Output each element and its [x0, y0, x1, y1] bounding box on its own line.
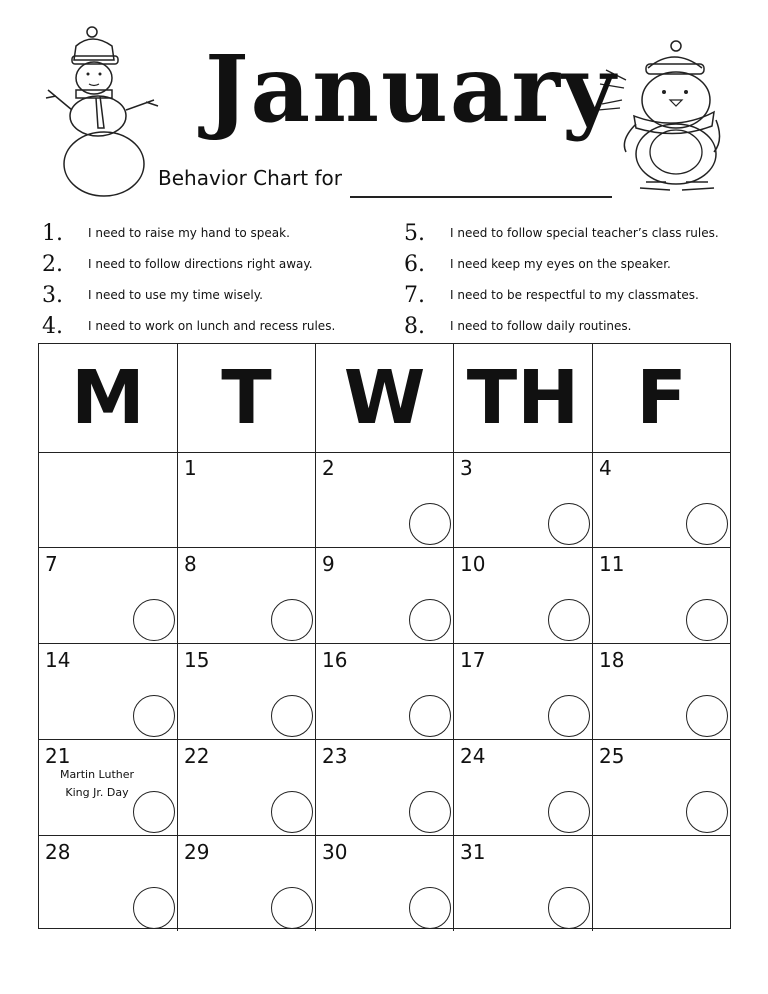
- snowman-illustration: [42, 24, 164, 200]
- calendar-day-cell: [178, 644, 316, 739]
- behavior-circle: [686, 599, 728, 641]
- behavior-circle: [271, 887, 313, 929]
- behavior-circle: [133, 791, 175, 833]
- rule-text: I need to raise my hand to speak.: [88, 226, 290, 240]
- rule-text: I need to follow special teacher’s class rules.: [450, 226, 719, 240]
- date-number: 21: [45, 744, 71, 768]
- calendar-day-cell: [316, 644, 454, 739]
- calendar-day-cell: [454, 548, 593, 643]
- calendar-day-cell: [178, 452, 316, 547]
- calendar-day-cell: [178, 740, 316, 835]
- calendar-day-cell: [454, 644, 593, 739]
- calendar-week-row: [39, 644, 730, 740]
- page-title: January: [205, 35, 618, 143]
- behavior-circle: [133, 695, 175, 737]
- date-number: 30: [322, 840, 348, 864]
- rule-item: [42, 218, 290, 248]
- date-number: 28: [45, 840, 71, 864]
- date-number: 31: [460, 840, 486, 864]
- calendar-day-cell: [316, 548, 454, 643]
- behavior-circle: [548, 695, 590, 737]
- behavior-chart-label: Behavior Chart for: [158, 166, 342, 190]
- rule-text: I need keep my eyes on the speaker.: [450, 257, 671, 271]
- date-number: 22: [184, 744, 210, 768]
- calendar-week-row: [39, 836, 730, 932]
- rule-number: 2.: [42, 251, 63, 277]
- calendar-day-cell: [178, 548, 316, 643]
- behavior-circle: [686, 503, 728, 545]
- calendar-day-cell: [593, 836, 730, 931]
- rule-text: I need to use my time wisely.: [88, 288, 263, 302]
- behavior-circle: [548, 599, 590, 641]
- weekday-header: TH: [454, 344, 593, 452]
- calendar-day-cell: [39, 644, 178, 739]
- rule-number: 1.: [42, 220, 63, 246]
- calendar-day-cell: [316, 740, 454, 835]
- date-number: 4: [599, 456, 612, 480]
- calendar-day-cell: [316, 836, 454, 931]
- behavior-circle: [548, 887, 590, 929]
- calendar-day-cell: [593, 452, 730, 547]
- date-number: 10: [460, 552, 486, 576]
- weekday-header: T: [178, 344, 316, 452]
- calendar-grid: [38, 343, 731, 929]
- calendar-day-cell: [593, 548, 730, 643]
- date-number: 2: [322, 456, 335, 480]
- calendar-week-row: [39, 548, 730, 644]
- name-write-line: [350, 196, 612, 198]
- rule-number: 4.: [42, 313, 63, 339]
- calendar-day-cell: [454, 452, 593, 547]
- calendar-day-cell: [454, 740, 593, 835]
- date-number: 7: [45, 552, 58, 576]
- calendar-day-cell: [178, 836, 316, 931]
- weekday-header-row: [39, 344, 730, 453]
- rule-item: [42, 280, 263, 310]
- rule-number: 5.: [404, 220, 425, 246]
- behavior-circle: [548, 503, 590, 545]
- calendar-day-cell: [593, 740, 730, 835]
- behavior-circle: [133, 887, 175, 929]
- rule-text: I need to follow directions right away.: [88, 257, 313, 271]
- weekday-header: M: [39, 344, 178, 452]
- date-number: 3: [460, 456, 473, 480]
- date-number: 23: [322, 744, 348, 768]
- rule-text: I need to follow daily routines.: [450, 319, 632, 333]
- rule-item: [404, 311, 632, 341]
- calendar-day-cell: [454, 836, 593, 931]
- date-number: 16: [322, 648, 348, 672]
- name-field-row: [158, 166, 618, 200]
- date-number: 11: [599, 552, 625, 576]
- behavior-circle: [271, 599, 313, 641]
- calendar-week-row: [39, 740, 730, 836]
- date-number: 8: [184, 552, 197, 576]
- calendar-day-cell: [39, 452, 178, 547]
- date-number: 18: [599, 648, 625, 672]
- date-number: 24: [460, 744, 486, 768]
- rule-number: 8.: [404, 313, 425, 339]
- rules-list: [42, 218, 742, 340]
- calendar-day-cell: [39, 548, 178, 643]
- behavior-circle: [686, 695, 728, 737]
- rule-item: [404, 280, 699, 310]
- rule-text: I need to work on lunch and recess rules.: [88, 319, 336, 333]
- rule-item: [404, 249, 671, 279]
- rule-item: [42, 249, 313, 279]
- date-number: 14: [45, 648, 71, 672]
- rule-text: I need to be respectful to my classmates.: [450, 288, 699, 302]
- behavior-circle: [409, 599, 451, 641]
- calendar-day-cell: [316, 452, 454, 547]
- calendar-day-cell: [593, 644, 730, 739]
- holiday-note: Martin Luther King Jr. Day: [59, 768, 135, 799]
- behavior-circle: [686, 791, 728, 833]
- rule-number: 7.: [404, 282, 425, 308]
- behavior-circle: [409, 695, 451, 737]
- rule-number: 6.: [404, 251, 425, 277]
- behavior-circle: [548, 791, 590, 833]
- date-number: 17: [460, 648, 486, 672]
- date-number: 9: [322, 552, 335, 576]
- weekday-header: F: [636, 355, 687, 441]
- calendar-week-row: [39, 452, 730, 548]
- behavior-circle: [409, 503, 451, 545]
- date-number: 29: [184, 840, 210, 864]
- date-number: 1: [184, 456, 197, 480]
- behavior-circle: [409, 791, 451, 833]
- behavior-circle: [271, 695, 313, 737]
- calendar-day-cell: [39, 836, 178, 931]
- behavior-circle: [133, 599, 175, 641]
- behavior-circle: [409, 887, 451, 929]
- date-number: 15: [184, 648, 210, 672]
- rule-number: 3.: [42, 282, 63, 308]
- date-number: 25: [599, 744, 625, 768]
- rule-item: [42, 311, 335, 341]
- calendar-day-cell: [39, 740, 178, 835]
- weekday-header: W: [316, 344, 454, 452]
- rule-item: [404, 218, 719, 248]
- behavior-circle: [271, 791, 313, 833]
